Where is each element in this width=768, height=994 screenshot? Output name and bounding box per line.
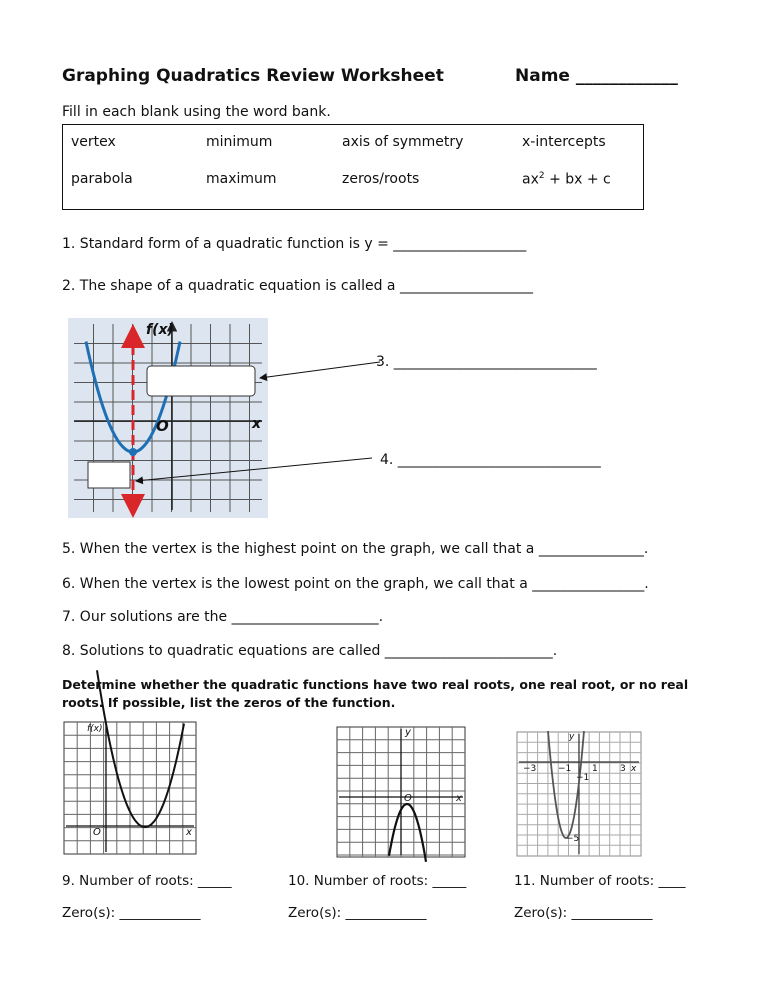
tick-label: 1 <box>592 764 598 774</box>
standard-form-rest: + bx + c <box>549 171 611 188</box>
question-8[interactable]: 8. Solutions to quadratic equations are called ________________________. <box>62 643 558 659</box>
callout-box-4 <box>88 462 130 488</box>
x-axis-label: x <box>186 827 192 838</box>
word-bank-item: vertex <box>71 134 116 150</box>
origin-label: O <box>404 793 412 804</box>
question-6[interactable]: 6. When the vertex is the lowest point on the graph, we call that a ________________. <box>62 576 649 592</box>
word-bank-item: axis of symmetry <box>342 134 464 150</box>
x-axis-label: x <box>456 793 462 804</box>
question-9[interactable]: 9. Number of roots: _____ <box>62 873 232 889</box>
zeros-9[interactable]: Zero(s): ____________ <box>62 905 201 921</box>
word-bank-item: parabola <box>71 171 133 187</box>
x-axis-label: x <box>631 764 637 774</box>
question-10[interactable]: 10. Number of roots: _____ <box>288 873 467 889</box>
zeros-10[interactable]: Zero(s): ____________ <box>288 905 427 921</box>
exponent: 2 <box>538 171 545 181</box>
fx-label: f(x) <box>87 724 103 734</box>
word-bank-item: x-intercepts <box>522 134 606 150</box>
tick-label: −1 <box>558 764 572 774</box>
y-axis-label: y <box>569 732 575 742</box>
worksheet-title: Graphing Quadratics Review Worksheet <box>62 66 444 86</box>
origin-label: O <box>156 417 169 435</box>
standard-form-ax: ax <box>522 171 539 188</box>
directions-line-1: Determine whether the quadratic functions have two real roots, one real root, or no real <box>62 677 689 692</box>
directions-line-2: roots. If possible, list the zeros of the function. <box>62 695 396 710</box>
zeros-11[interactable]: Zero(s): ____________ <box>514 905 653 921</box>
question-7[interactable]: 7. Our solutions are the _____________________. <box>62 609 384 625</box>
tick-label: −1 <box>576 773 590 783</box>
x-axis-label: x <box>252 416 262 432</box>
fx-label: f(x) <box>146 322 174 338</box>
vertex-point <box>129 448 137 456</box>
word-bank-item: minimum <box>206 134 273 150</box>
tick-label: −5 <box>566 834 580 844</box>
tick-label: −3 <box>523 764 537 774</box>
question-5[interactable]: 5. When the vertex is the highest point on the graph, we call that a _______________. <box>62 541 649 557</box>
origin-label: O <box>93 827 101 838</box>
word-bank-item: maximum <box>206 171 277 187</box>
main-graph <box>68 318 380 518</box>
question-4[interactable]: 4. _____________________________ <box>380 452 601 468</box>
question-1[interactable]: 1. Standard form of a quadratic function is y = ___________________ <box>62 236 527 252</box>
question-2[interactable]: 2. The shape of a quadratic equation is called a ___________________ <box>62 278 533 294</box>
instructions: Fill in each blank using the word bank. <box>62 104 331 120</box>
word-bank-item: zeros/roots <box>342 171 420 187</box>
question-11[interactable]: 11. Number of roots: ____ <box>514 873 686 889</box>
arrow-3 <box>260 362 380 378</box>
callout-box-3 <box>147 366 255 396</box>
y-axis-label: y <box>405 727 411 738</box>
tick-label: 3 <box>620 764 626 774</box>
graph-10 <box>337 727 465 862</box>
name-field[interactable]: Name ____________ <box>515 66 678 86</box>
question-3[interactable]: 3. _____________________________ <box>376 354 597 370</box>
